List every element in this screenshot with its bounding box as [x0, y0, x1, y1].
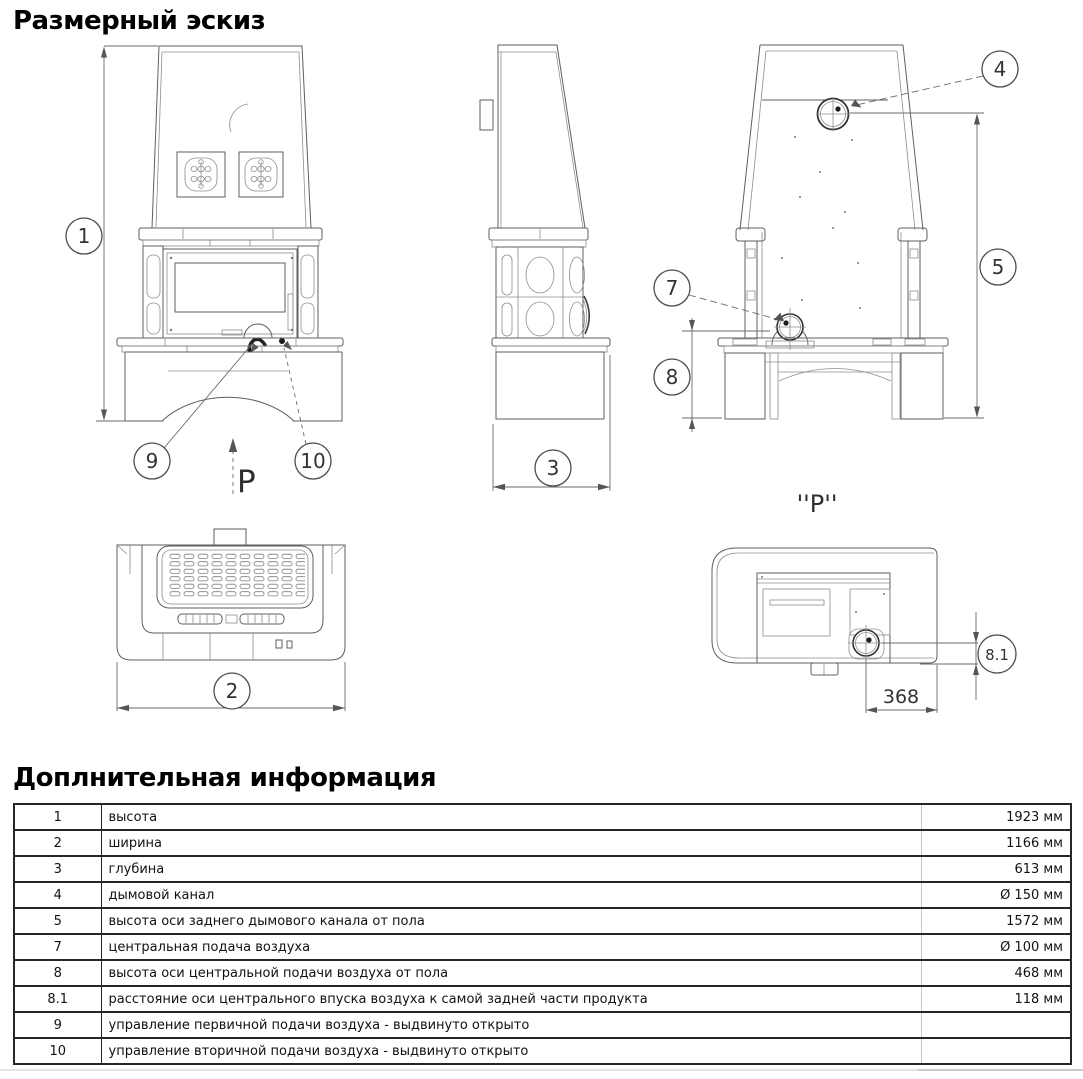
svg-text:3: 3 [546, 456, 560, 480]
callout-1 [66, 218, 102, 254]
table-row [14, 934, 1071, 960]
info-section-title: Доплнительная информация [13, 763, 437, 793]
row-value: 118 мм [921, 986, 1071, 1012]
row-value: 468 мм [921, 960, 1071, 986]
row-description: высота оси центральной подачи воздуха от пола [101, 960, 921, 986]
row-value [921, 1012, 1071, 1038]
table-row [14, 856, 1071, 882]
bottom-view-drawing [712, 548, 937, 675]
row-description: расстояние оси центрального впуска воздуха к самой задней части продукта [101, 986, 921, 1012]
row-description: управление вторичной подачи воздуха - выдвинуто открыто [101, 1038, 921, 1064]
callout-4 [851, 51, 1018, 108]
svg-text:9: 9 [145, 449, 159, 473]
row-number: 7 [14, 934, 101, 960]
dimension-2 [117, 662, 345, 711]
svg-text:10: 10 [300, 449, 326, 473]
smoke-outlet [816, 97, 850, 131]
row-value: 1572 мм [921, 908, 1071, 934]
row-value: 613 мм [921, 856, 1071, 882]
svg-text:7: 7 [665, 276, 679, 300]
row-description: высота оси заднего дымового канала от пола [101, 908, 921, 934]
table-row [14, 830, 1071, 856]
front-tile-left [177, 152, 225, 197]
svg-text:4: 4 [993, 57, 1007, 81]
svg-text:P: P [237, 464, 256, 500]
ventilation-grille [169, 553, 305, 598]
central-air-inlet [766, 308, 814, 350]
callout-10 [283, 341, 331, 479]
row-value: Ø 150 мм [921, 882, 1071, 908]
callout-9 [134, 343, 259, 479]
row-number: 8.1 [14, 986, 101, 1012]
dimension-8 [654, 318, 770, 432]
row-value: 1923 мм [921, 804, 1071, 830]
drawing-section-title: Размерный эскиз [13, 6, 266, 36]
secondary-air-knob [279, 338, 285, 344]
air-inlet-bottom [848, 625, 884, 661]
svg-text:8: 8 [665, 365, 679, 389]
row-number: 8 [14, 960, 101, 986]
row-number: 4 [14, 882, 101, 908]
svg-text:368: 368 [882, 686, 920, 708]
svg-text:8.1: 8.1 [985, 646, 1009, 664]
table-row [14, 986, 1071, 1012]
row-description: ширина [101, 830, 921, 856]
top-view-drawing [117, 529, 345, 660]
side-view-drawing [480, 45, 610, 419]
row-number: 3 [14, 856, 101, 882]
svg-text:2: 2 [225, 679, 239, 703]
row-description: глубина [101, 856, 921, 882]
dimension-368 [866, 660, 937, 713]
svg-text:5: 5 [991, 255, 1005, 279]
table-row [14, 908, 1071, 934]
table-row [14, 960, 1071, 986]
callout-7 [654, 270, 784, 321]
rear-view-drawing [718, 45, 948, 419]
row-number: 2 [14, 830, 101, 856]
svg-text:1: 1 [77, 224, 91, 248]
row-value: 1166 мм [921, 830, 1071, 856]
dimension-1 [66, 46, 158, 421]
p-direction-arrow [229, 438, 256, 500]
row-value: Ø 100 мм [921, 934, 1071, 960]
row-value [921, 1038, 1071, 1064]
table-row [14, 1012, 1071, 1038]
row-number: 10 [14, 1038, 101, 1064]
front-tile-right [239, 152, 283, 197]
row-number: 1 [14, 804, 101, 830]
row-description: центральная подача воздуха [101, 934, 921, 960]
dimension-3 [493, 355, 610, 491]
bottom-scrollbar-thumb[interactable] [918, 1069, 1083, 1071]
table-row [14, 882, 1071, 908]
rear-view-label: ''P'' [796, 490, 838, 518]
table-row [14, 804, 1071, 830]
front-view-drawing [117, 46, 343, 421]
table-row [14, 1038, 1071, 1064]
info-table [13, 803, 1072, 1065]
firebox-door [163, 249, 297, 338]
row-description: управление первичной подачи воздуха - выдвинуто открыто [101, 1012, 921, 1038]
row-number: 5 [14, 908, 101, 934]
row-number: 9 [14, 1012, 101, 1038]
row-description: высота [101, 804, 921, 830]
row-description: дымовой канал [101, 882, 921, 908]
